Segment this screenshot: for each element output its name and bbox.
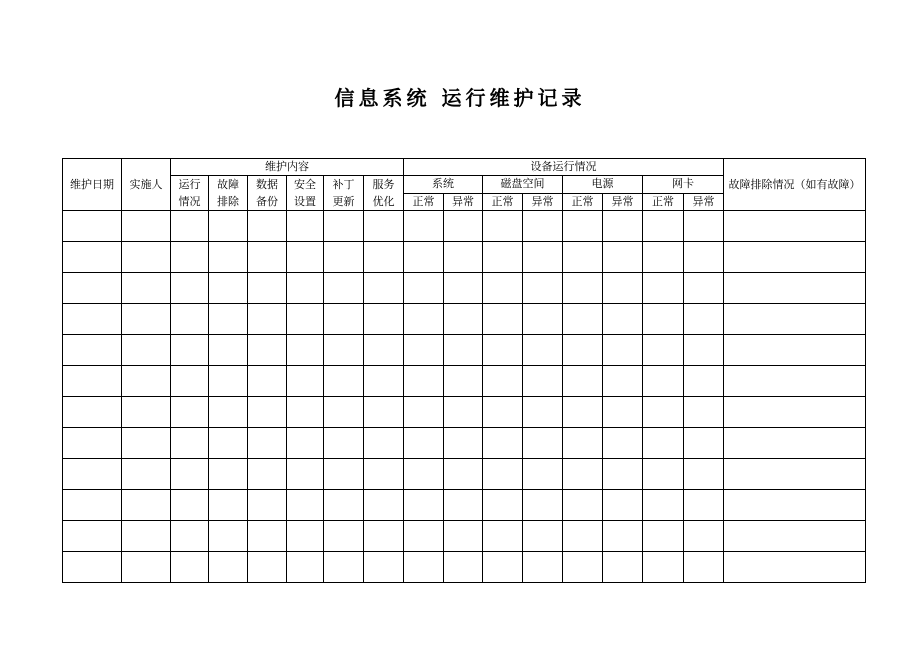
table-cell[interactable] — [684, 273, 724, 304]
table-cell[interactable] — [324, 397, 364, 428]
table-cell[interactable] — [364, 273, 404, 304]
header-date: 维护日期 — [63, 159, 122, 211]
table-cell[interactable] — [563, 211, 603, 242]
table-cell[interactable] — [643, 397, 684, 428]
table-cell[interactable] — [63, 490, 122, 521]
table-cell[interactable] — [364, 335, 404, 366]
table-cell[interactable] — [287, 397, 324, 428]
table-cell[interactable] — [603, 490, 643, 521]
table-cell[interactable] — [523, 459, 563, 490]
table-row — [63, 397, 866, 428]
table-cell[interactable] — [563, 242, 603, 273]
table-cell[interactable] — [171, 273, 209, 304]
table-cell[interactable] — [444, 242, 483, 273]
table-cell[interactable] — [404, 211, 444, 242]
header-normal: 正常 — [563, 193, 603, 211]
table-row — [63, 490, 866, 521]
table-cell[interactable] — [122, 490, 171, 521]
table-cell[interactable] — [483, 552, 523, 583]
table-cell[interactable] — [724, 273, 866, 304]
table-cell[interactable] — [684, 366, 724, 397]
table-cell[interactable] — [171, 211, 209, 242]
table-cell[interactable] — [643, 211, 684, 242]
header-normal: 正常 — [404, 193, 444, 211]
table-cell[interactable] — [684, 459, 724, 490]
table-cell[interactable] — [444, 397, 483, 428]
table-cell[interactable] — [404, 397, 444, 428]
table-cell[interactable] — [684, 490, 724, 521]
table-cell[interactable] — [171, 459, 209, 490]
table-cell[interactable] — [171, 335, 209, 366]
table-cell[interactable] — [404, 428, 444, 459]
table-cell[interactable] — [248, 428, 287, 459]
maintenance-log-table — [62, 158, 866, 583]
table-cell[interactable] — [404, 459, 444, 490]
table-cell[interactable] — [603, 397, 643, 428]
table-cell[interactable] — [603, 552, 643, 583]
table-cell[interactable] — [483, 459, 523, 490]
table-cell[interactable] — [324, 211, 364, 242]
table-cell[interactable] — [209, 273, 248, 304]
table-cell[interactable] — [563, 552, 603, 583]
table-cell[interactable] — [724, 335, 866, 366]
page-title: 信息系统 运行维护记录 — [334, 86, 586, 110]
table-cell[interactable] — [364, 521, 404, 552]
table-cell[interactable] — [684, 211, 724, 242]
table-cell[interactable] — [643, 366, 684, 397]
table-cell[interactable] — [603, 521, 643, 552]
table-cell[interactable] — [643, 242, 684, 273]
table-cell[interactable] — [724, 366, 866, 397]
table-cell[interactable] — [364, 552, 404, 583]
table-cell[interactable] — [324, 552, 364, 583]
table-cell[interactable] — [324, 273, 364, 304]
table-cell[interactable] — [63, 304, 122, 335]
table-cell[interactable] — [404, 335, 444, 366]
table-cell[interactable] — [63, 521, 122, 552]
table-cell[interactable] — [171, 242, 209, 273]
table-cell[interactable] — [523, 521, 563, 552]
table-cell[interactable] — [523, 211, 563, 242]
table-cell[interactable] — [171, 397, 209, 428]
table-cell[interactable] — [444, 459, 483, 490]
table-cell[interactable] — [483, 242, 523, 273]
table-cell[interactable] — [404, 521, 444, 552]
table-cell[interactable] — [171, 552, 209, 583]
table-cell[interactable] — [724, 304, 866, 335]
table-cell[interactable] — [63, 552, 122, 583]
table-cell[interactable] — [563, 490, 603, 521]
header-person: 实施人 — [122, 159, 171, 211]
table-cell[interactable] — [171, 521, 209, 552]
table-cell[interactable] — [209, 459, 248, 490]
table-cell[interactable] — [248, 211, 287, 242]
table-cell[interactable] — [248, 552, 287, 583]
table-cell[interactable] — [404, 552, 444, 583]
header-abnormal: 异常 — [684, 193, 724, 211]
header-device-power: 电源 — [563, 176, 643, 194]
table-cell[interactable] — [209, 304, 248, 335]
table-cell[interactable] — [324, 304, 364, 335]
table-cell[interactable] — [287, 552, 324, 583]
header-device-group: 设备运行情况 — [404, 159, 724, 176]
table-cell[interactable] — [171, 490, 209, 521]
table-cell[interactable] — [122, 273, 171, 304]
table-row — [63, 304, 866, 335]
table-row — [63, 366, 866, 397]
table-cell[interactable] — [483, 335, 523, 366]
table-cell[interactable] — [364, 242, 404, 273]
table-cell[interactable] — [122, 459, 171, 490]
table-cell[interactable] — [63, 397, 122, 428]
table-cell[interactable] — [724, 459, 866, 490]
table-cell[interactable] — [324, 521, 364, 552]
table-cell[interactable] — [444, 304, 483, 335]
table-cell[interactable] — [523, 552, 563, 583]
table-cell[interactable] — [248, 397, 287, 428]
table-cell[interactable] — [364, 428, 404, 459]
table-cell[interactable] — [122, 304, 171, 335]
table-cell[interactable] — [563, 366, 603, 397]
table-cell[interactable] — [364, 211, 404, 242]
table-cell[interactable] — [563, 397, 603, 428]
table-cell[interactable] — [483, 397, 523, 428]
table-cell[interactable] — [364, 366, 404, 397]
table-cell[interactable] — [404, 273, 444, 304]
table-cell[interactable] — [724, 211, 866, 242]
table-cell[interactable] — [523, 335, 563, 366]
table-cell[interactable] — [444, 273, 483, 304]
table-cell[interactable] — [324, 459, 364, 490]
table-cell[interactable] — [122, 366, 171, 397]
header-maintenance-item: 故障 排除 — [209, 176, 248, 211]
table-cell[interactable] — [444, 366, 483, 397]
table-cell[interactable] — [171, 366, 209, 397]
table-cell[interactable] — [404, 304, 444, 335]
header-abnormal: 异常 — [444, 193, 483, 211]
table-cell[interactable] — [523, 304, 563, 335]
table-cell[interactable] — [563, 304, 603, 335]
table-cell[interactable] — [404, 366, 444, 397]
header-device-disk: 磁盘空间 — [483, 176, 563, 194]
table-row — [63, 211, 866, 242]
table-cell[interactable] — [364, 397, 404, 428]
table-cell[interactable] — [324, 335, 364, 366]
table-cell[interactable] — [287, 490, 324, 521]
header-maintenance-item: 安全 设置 — [287, 176, 324, 211]
table-cell[interactable] — [248, 335, 287, 366]
table-cell[interactable] — [209, 242, 248, 273]
table-cell[interactable] — [603, 273, 643, 304]
table-cell[interactable] — [444, 211, 483, 242]
data-rows — [63, 211, 866, 583]
table-cell[interactable] — [563, 521, 603, 552]
header-normal: 正常 — [483, 193, 523, 211]
table-cell[interactable] — [122, 211, 171, 242]
table-cell[interactable] — [248, 273, 287, 304]
header-maintenance-item: 补丁 更新 — [324, 176, 364, 211]
table-cell[interactable] — [483, 428, 523, 459]
table-cell[interactable] — [248, 459, 287, 490]
header-maintenance-group: 维护内容 — [171, 159, 404, 176]
table-cell[interactable] — [324, 490, 364, 521]
table-cell[interactable] — [523, 490, 563, 521]
table-row — [63, 273, 866, 304]
table-row — [63, 459, 866, 490]
table-cell[interactable] — [324, 428, 364, 459]
table-cell[interactable] — [684, 242, 724, 273]
header-abnormal: 异常 — [523, 193, 563, 211]
table-cell[interactable] — [563, 335, 603, 366]
table-cell[interactable] — [603, 304, 643, 335]
table-cell[interactable] — [603, 211, 643, 242]
header-abnormal: 异常 — [603, 193, 643, 211]
table-cell[interactable] — [287, 211, 324, 242]
table-cell[interactable] — [603, 242, 643, 273]
table-cell[interactable] — [483, 521, 523, 552]
table-cell[interactable] — [684, 428, 724, 459]
table-cell[interactable] — [643, 273, 684, 304]
table-cell[interactable] — [122, 428, 171, 459]
table-cell[interactable] — [209, 335, 248, 366]
table-cell[interactable] — [684, 335, 724, 366]
table-row — [63, 521, 866, 552]
header-device-nic: 网卡 — [643, 176, 724, 194]
table-cell[interactable] — [563, 459, 603, 490]
table-cell[interactable] — [404, 490, 444, 521]
table-cell[interactable] — [248, 490, 287, 521]
header-device-system: 系统 — [404, 176, 483, 194]
table-cell[interactable] — [287, 273, 324, 304]
table-cell[interactable] — [209, 521, 248, 552]
table-cell[interactable] — [643, 335, 684, 366]
table-cell[interactable] — [523, 397, 563, 428]
table-cell[interactable] — [444, 490, 483, 521]
table-cell[interactable] — [523, 366, 563, 397]
table-cell[interactable] — [684, 552, 724, 583]
table-cell[interactable] — [724, 552, 866, 583]
header-maintenance-item: 运行 情况 — [171, 176, 209, 211]
table-cell[interactable] — [724, 490, 866, 521]
table-cell[interactable] — [171, 428, 209, 459]
table-cell[interactable] — [63, 211, 122, 242]
table-cell[interactable] — [643, 521, 684, 552]
table-cell[interactable] — [404, 242, 444, 273]
table-cell[interactable] — [364, 304, 404, 335]
table-cell[interactable] — [209, 428, 248, 459]
table-cell[interactable] — [684, 304, 724, 335]
table-cell[interactable] — [248, 521, 287, 552]
table-cell[interactable] — [287, 428, 324, 459]
table-cell[interactable] — [724, 397, 866, 428]
table-cell[interactable] — [483, 211, 523, 242]
table-cell[interactable] — [287, 521, 324, 552]
table-cell[interactable] — [122, 242, 171, 273]
table-cell[interactable] — [364, 459, 404, 490]
table-cell[interactable] — [287, 335, 324, 366]
header-normal: 正常 — [643, 193, 684, 211]
table-cell[interactable] — [287, 242, 324, 273]
table-cell[interactable] — [523, 273, 563, 304]
table-cell[interactable] — [724, 521, 866, 552]
table-cell[interactable] — [122, 552, 171, 583]
table-row — [63, 428, 866, 459]
table-cell[interactable] — [643, 428, 684, 459]
table-cell[interactable] — [287, 459, 324, 490]
table-cell[interactable] — [122, 397, 171, 428]
table-cell[interactable] — [603, 366, 643, 397]
table-cell[interactable] — [248, 366, 287, 397]
table-cell[interactable] — [324, 366, 364, 397]
table-cell[interactable] — [444, 428, 483, 459]
table-cell[interactable] — [248, 242, 287, 273]
table-cell[interactable] — [603, 459, 643, 490]
table-cell[interactable] — [209, 490, 248, 521]
table-cell[interactable] — [483, 304, 523, 335]
table-row — [63, 552, 866, 583]
table-cell[interactable] — [724, 242, 866, 273]
table-cell[interactable] — [63, 273, 122, 304]
table-cell[interactable] — [563, 273, 603, 304]
table-cell[interactable] — [483, 273, 523, 304]
table-cell[interactable] — [603, 428, 643, 459]
table-cell[interactable] — [63, 459, 122, 490]
table-cell[interactable] — [63, 242, 122, 273]
table-row — [63, 335, 866, 366]
table-cell[interactable] — [523, 242, 563, 273]
table-cell[interactable] — [364, 490, 404, 521]
table-cell[interactable] — [444, 521, 483, 552]
table-cell[interactable] — [287, 366, 324, 397]
table-cell[interactable] — [523, 428, 563, 459]
table-row — [63, 242, 866, 273]
table-cell[interactable] — [63, 428, 122, 459]
table-cell[interactable] — [483, 366, 523, 397]
table-cell[interactable] — [122, 335, 171, 366]
table-cell[interactable] — [643, 459, 684, 490]
table-cell[interactable] — [171, 304, 209, 335]
header-maintenance-item: 服务 优化 — [364, 176, 404, 211]
table-cell[interactable] — [287, 304, 324, 335]
table-cell[interactable] — [324, 242, 364, 273]
table-cell[interactable] — [209, 211, 248, 242]
table-cell[interactable] — [483, 490, 523, 521]
table-cell[interactable] — [603, 335, 643, 366]
table-cell[interactable] — [63, 366, 122, 397]
table-cell[interactable] — [563, 428, 603, 459]
header-fault: 故障排除情况（如有故障） — [724, 159, 866, 211]
table-cell[interactable] — [684, 397, 724, 428]
table-cell[interactable] — [444, 552, 483, 583]
table-cell[interactable] — [209, 397, 248, 428]
table-cell[interactable] — [209, 552, 248, 583]
table-cell[interactable] — [724, 428, 866, 459]
table-cell[interactable] — [209, 366, 248, 397]
table-cell[interactable] — [122, 521, 171, 552]
table-cell[interactable] — [444, 335, 483, 366]
table-cell[interactable] — [643, 552, 684, 583]
header-maintenance-item: 数据 备份 — [248, 176, 287, 211]
table-cell[interactable] — [643, 304, 684, 335]
table-cell[interactable] — [63, 335, 122, 366]
table-cell[interactable] — [248, 304, 287, 335]
table-cell[interactable] — [684, 521, 724, 552]
table-cell[interactable] — [643, 490, 684, 521]
